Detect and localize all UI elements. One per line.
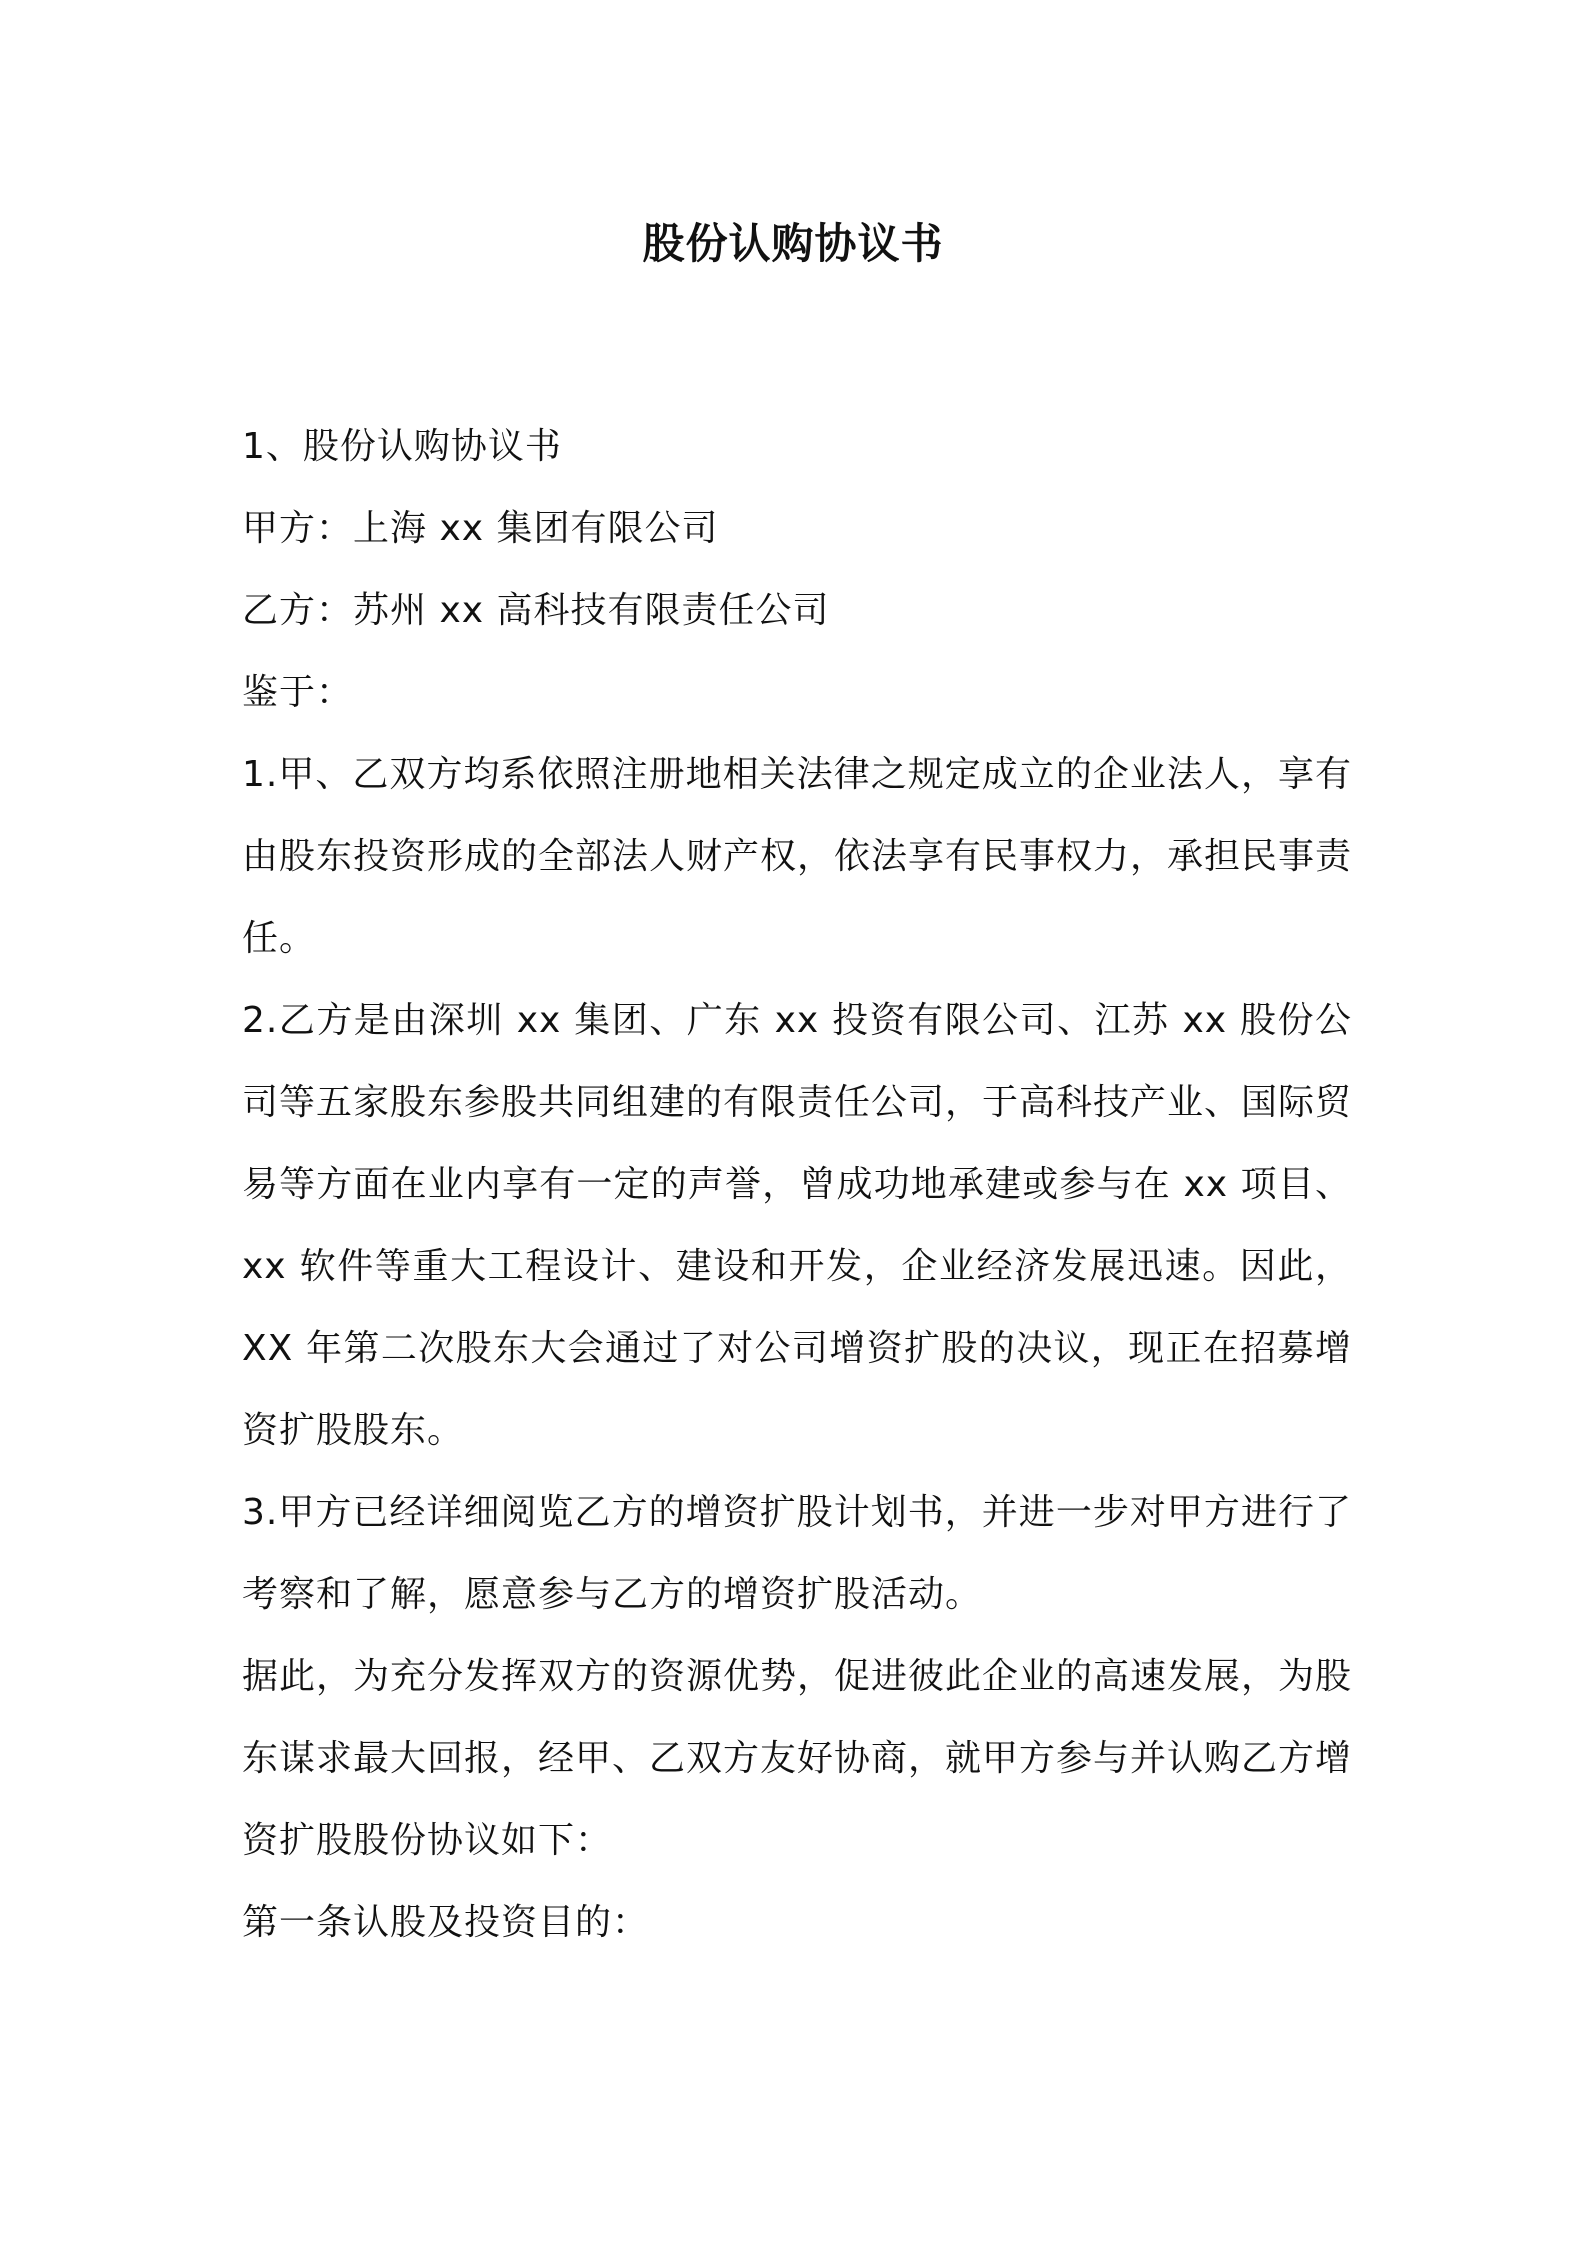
party-a-line: 甲方：上海 xx 集团有限公司 [242, 508, 719, 549]
party-b-line: 乙方：苏州 xx 高科技有限责任公司 [242, 590, 830, 631]
document-title: 股份认购协议书 [642, 219, 944, 268]
article-1-heading: 第一条认股及投资目的： [242, 1902, 650, 1943]
recital-3: 3.甲方已经详细阅览乙方的增资扩股计划书，并进一步对甲方进行了考察和了解，愿意参与乙方的增资扩股活动。 [242, 1492, 1352, 1615]
agreement-intro: 据此，为充分发挥双方的资源优势，促进彼此企业的高速发展，为股东谋求最大回报，经甲、乙双方友好协商，就甲方参与并认购乙方增资扩股股份协议如下： [242, 1656, 1353, 1861]
whereas-line: 鉴于： [242, 672, 354, 713]
section-heading: 1、股份认购协议书 [242, 426, 562, 467]
document-body [242, 406, 1352, 1964]
recital-2: 2.乙方是由深圳 xx 集团、广东 xx 投资有限公司、江苏 xx 股份公司等五家股东参股共同组建的有限责任公司，于高科技产业、国际贸易等方面在业内享有一定的声誉，曾成功地承建或参与在 xx 项目、xx 软件等重大工程设计、建设和开发，企业经济发展迅速。因此，XX 年第二次股东大会通过了对公司增资扩股的决议，现正在招募增资扩股股东。 [242, 1000, 1353, 1451]
recital-1: 1.甲、乙双方均系依照注册地相关法律之规定成立的企业法人，享有由股东投资形成的全部法人财产权，依法享有民事权力，承担民事责任。 [242, 754, 1353, 959]
